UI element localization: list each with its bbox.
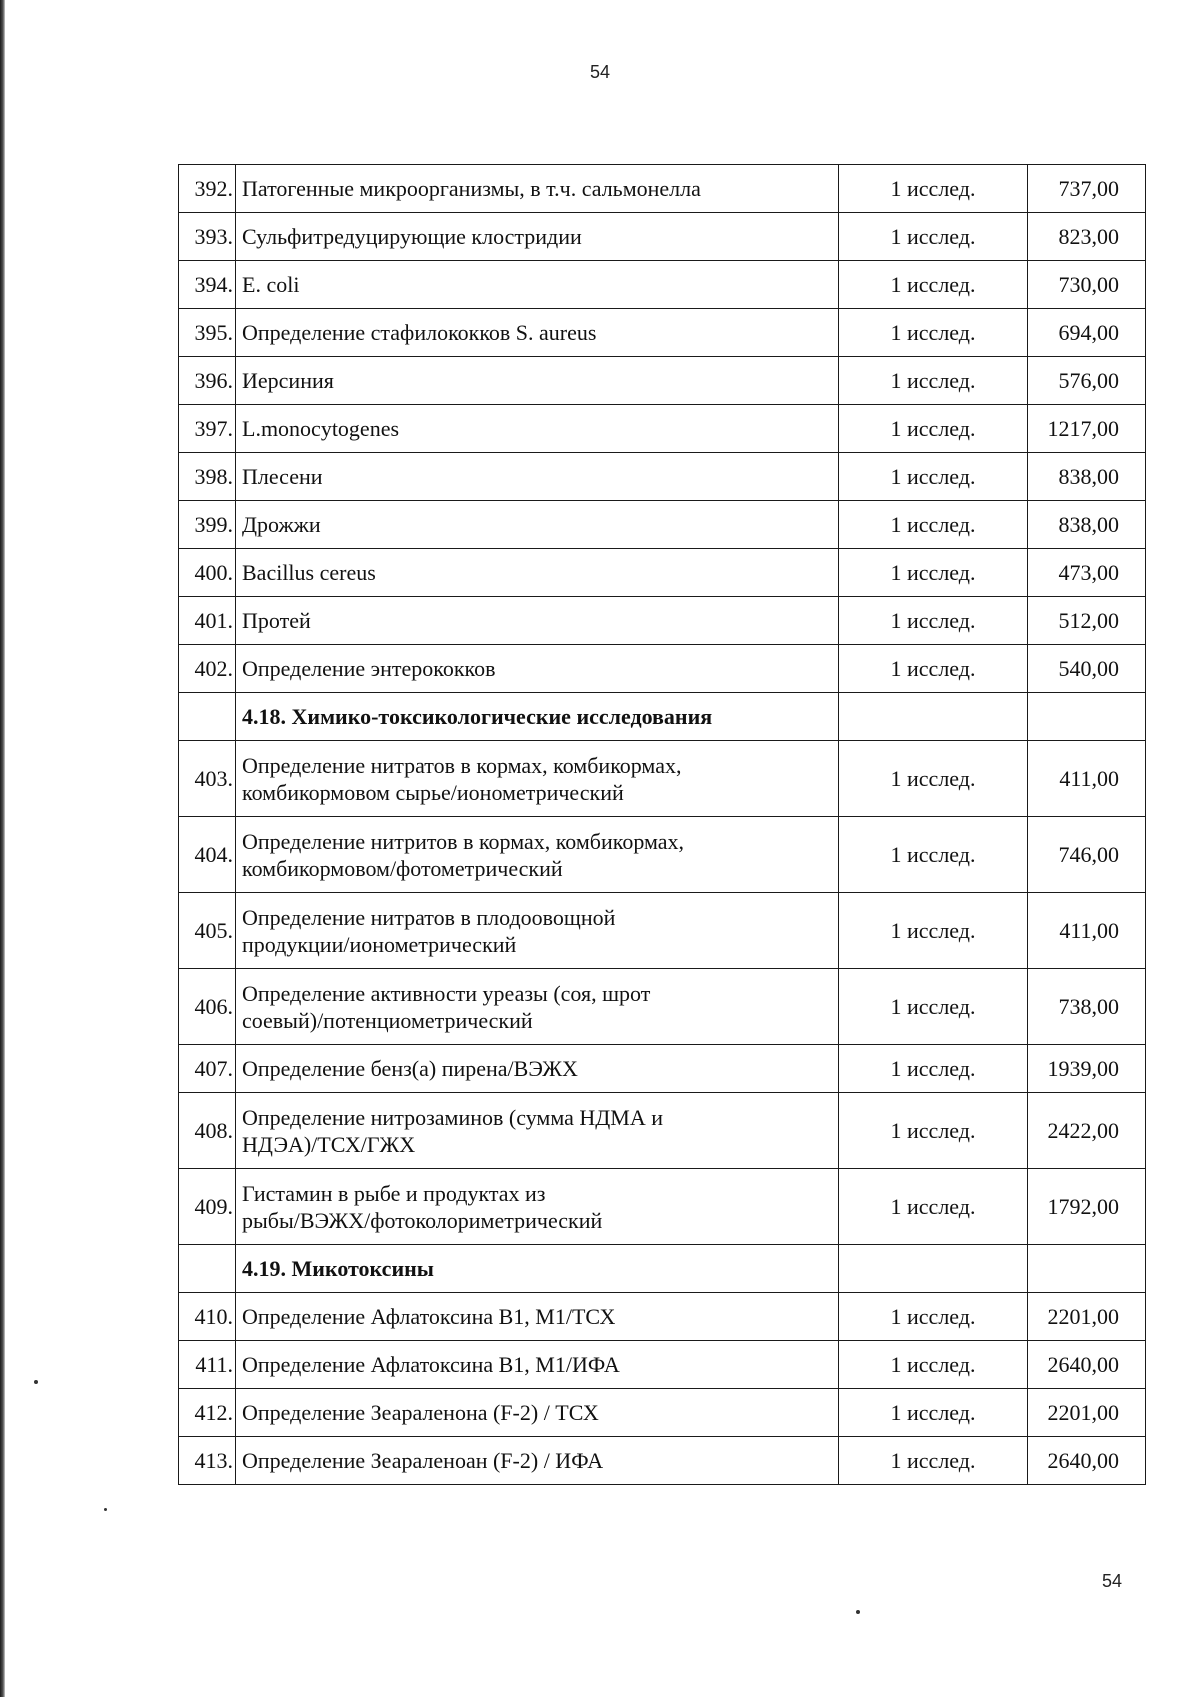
unit-cell: 1 исслед.	[839, 261, 1028, 309]
unit-cell: 1 исслед.	[839, 309, 1028, 357]
service-name-line: Протей	[242, 608, 311, 633]
table-row	[179, 1093, 1146, 1169]
service-name-line: Патогенные микроорганизмы, в т.ч. сальмонелла	[242, 176, 701, 201]
table-row	[179, 1045, 1146, 1093]
table-row	[179, 1169, 1146, 1245]
service-name	[236, 741, 839, 817]
service-name-line: 4.18. Химико-токсикологические исследования	[242, 704, 713, 729]
service-name-line: E. coli	[242, 272, 300, 297]
row-number: 395.	[179, 309, 236, 357]
unit-cell: 1 исслед.	[839, 597, 1028, 645]
row-number: 408.	[179, 1093, 236, 1169]
row-number	[179, 1245, 236, 1293]
table-row	[179, 549, 1146, 597]
table-row	[179, 453, 1146, 501]
service-name-line: L.monocytogenes	[242, 416, 400, 441]
price-cell: 838,00	[1028, 453, 1146, 501]
price-cell: 2201,00	[1028, 1293, 1146, 1341]
unit-cell: 1 исслед.	[839, 1169, 1028, 1245]
section-row	[179, 1245, 1146, 1293]
price-cell: 694,00	[1028, 309, 1146, 357]
row-number: 411.	[179, 1341, 236, 1389]
table-row	[179, 969, 1146, 1045]
service-name	[236, 405, 839, 453]
price-cell: 1792,00	[1028, 1169, 1146, 1245]
table-row	[179, 741, 1146, 817]
table-row	[179, 1389, 1146, 1437]
service-name	[236, 501, 839, 549]
unit-cell: 1 исслед.	[839, 549, 1028, 597]
service-name	[236, 1437, 839, 1485]
table-row	[179, 213, 1146, 261]
price-cell: 2201,00	[1028, 1389, 1146, 1437]
service-name	[236, 357, 839, 405]
row-number: 410.	[179, 1293, 236, 1341]
row-number: 393.	[179, 213, 236, 261]
row-number: 413.	[179, 1437, 236, 1485]
price-cell: 1939,00	[1028, 1045, 1146, 1093]
price-cell: 823,00	[1028, 213, 1146, 261]
row-number: 409.	[179, 1169, 236, 1245]
service-name	[236, 1169, 839, 1245]
row-number	[179, 693, 236, 741]
table-row	[179, 165, 1146, 213]
service-name-line: Определение нитратов в плодоовощной	[242, 904, 616, 930]
service-name-line: Определение энтерококков	[242, 656, 496, 681]
scan-speck	[856, 1610, 860, 1614]
page-number-bottom: 54	[1102, 1571, 1123, 1591]
scan-speck	[34, 1380, 38, 1384]
service-name-line: Определение нитратов в кормах, комбикормах,	[242, 752, 682, 778]
row-number: 398.	[179, 453, 236, 501]
unit-cell: 1 исслед.	[839, 1293, 1028, 1341]
service-name-line: продукции/ионометрический	[242, 931, 517, 957]
service-name	[236, 1389, 839, 1437]
unit-cell: 1 исслед.	[839, 165, 1028, 213]
service-name-line: комбикормовом сырье/ионометрический	[242, 779, 624, 805]
section-title	[236, 693, 839, 741]
price-cell: 2640,00	[1028, 1341, 1146, 1389]
scan-edge-shadow	[0, 0, 5, 1697]
row-number: 394.	[179, 261, 236, 309]
row-number: 412.	[179, 1389, 236, 1437]
price-cell: 737,00	[1028, 165, 1146, 213]
service-name	[236, 165, 839, 213]
price-cell	[1028, 1245, 1146, 1293]
service-name-line: Иерсиния	[242, 368, 334, 393]
unit-cell: 1 исслед.	[839, 817, 1028, 893]
service-name-line: Плесени	[242, 464, 323, 489]
row-number: 406.	[179, 969, 236, 1045]
row-number: 399.	[179, 501, 236, 549]
service-name-line: Определение стафилококков S. aureus	[242, 320, 597, 345]
service-name-line: Определение Афлатоксина В1, М1/ТСХ	[242, 1304, 616, 1329]
unit-cell: 1 исслед.	[839, 1341, 1028, 1389]
row-number: 392.	[179, 165, 236, 213]
service-name-line: Определение активности уреазы (соя, шрот	[242, 980, 651, 1006]
row-number: 396.	[179, 357, 236, 405]
price-cell: 512,00	[1028, 597, 1146, 645]
service-name	[236, 1045, 839, 1093]
unit-cell: 1 исслед.	[839, 1045, 1028, 1093]
service-name	[236, 309, 839, 357]
table-row	[179, 1341, 1146, 1389]
table-row	[179, 261, 1146, 309]
price-cell: 738,00	[1028, 969, 1146, 1045]
page-number-top: 54	[589, 62, 611, 82]
price-cell	[1028, 693, 1146, 741]
unit-cell: 1 исслед.	[839, 1093, 1028, 1169]
service-name-line: комбикормовом/фотометрический	[242, 855, 563, 881]
unit-cell: 1 исслед.	[839, 405, 1028, 453]
unit-cell: 1 исслед.	[839, 357, 1028, 405]
service-name-line: Определение бенз(а) пирена/ВЭЖХ	[242, 1056, 578, 1081]
service-name	[236, 261, 839, 309]
table-row	[179, 893, 1146, 969]
service-name	[236, 645, 839, 693]
row-number: 404.	[179, 817, 236, 893]
unit-cell: 1 исслед.	[839, 213, 1028, 261]
price-cell: 1217,00	[1028, 405, 1146, 453]
table-row	[179, 501, 1146, 549]
table-row	[179, 597, 1146, 645]
service-name	[236, 817, 839, 893]
scan-speck	[104, 1508, 107, 1511]
section-title	[236, 1245, 839, 1293]
service-name	[236, 1341, 839, 1389]
unit-cell: 1 исслед.	[839, 501, 1028, 549]
price-table-body	[179, 165, 1146, 1485]
price-table	[178, 164, 1146, 1485]
unit-cell	[839, 693, 1028, 741]
price-cell: 576,00	[1028, 357, 1146, 405]
service-name	[236, 969, 839, 1045]
table-row	[179, 817, 1146, 893]
table-row	[179, 405, 1146, 453]
service-name-line: Определение нитритов в кормах, комбикормах,	[242, 828, 685, 854]
service-name	[236, 453, 839, 501]
service-name-line: Определение Афлатоксина В1, М1/ИФА	[242, 1352, 620, 1377]
row-number: 397.	[179, 405, 236, 453]
service-name	[236, 213, 839, 261]
unit-cell: 1 исслед.	[839, 645, 1028, 693]
service-name-line: Определение нитрозаминов (сумма НДМА и	[242, 1104, 663, 1130]
unit-cell: 1 исслед.	[839, 969, 1028, 1045]
table-row	[179, 309, 1146, 357]
service-name-line: Определение Зеараленоан (F-2) / ИФА	[242, 1448, 604, 1473]
table-row	[179, 1437, 1146, 1485]
service-name-line: 4.19. Микотоксины	[242, 1256, 434, 1281]
service-name-line: НДЭА)/ТСХ/ГЖХ	[242, 1131, 416, 1157]
price-cell: 540,00	[1028, 645, 1146, 693]
price-cell: 473,00	[1028, 549, 1146, 597]
row-number: 407.	[179, 1045, 236, 1093]
unit-cell: 1 исслед.	[839, 741, 1028, 817]
table-row	[179, 645, 1146, 693]
unit-cell: 1 исслед.	[839, 1437, 1028, 1485]
price-cell: 2640,00	[1028, 1437, 1146, 1485]
service-name-line: Гистамин в рыбе и продуктах из	[242, 1180, 546, 1206]
price-cell: 838,00	[1028, 501, 1146, 549]
price-cell: 730,00	[1028, 261, 1146, 309]
service-name	[236, 1293, 839, 1341]
row-number: 403.	[179, 741, 236, 817]
service-name	[236, 893, 839, 969]
row-number: 402.	[179, 645, 236, 693]
unit-cell: 1 исслед.	[839, 453, 1028, 501]
price-cell: 411,00	[1028, 893, 1146, 969]
service-name	[236, 549, 839, 597]
service-name	[236, 597, 839, 645]
service-name	[236, 1093, 839, 1169]
row-number: 400.	[179, 549, 236, 597]
service-name-line: Определение Зеараленона (F-2) / ТСХ	[242, 1400, 599, 1425]
row-number: 405.	[179, 893, 236, 969]
price-cell: 746,00	[1028, 817, 1146, 893]
unit-cell: 1 исслед.	[839, 893, 1028, 969]
row-number: 401.	[179, 597, 236, 645]
unit-cell: 1 исслед.	[839, 1389, 1028, 1437]
service-name-line: рыбы/ВЭЖХ/фотоколориметрический	[242, 1207, 603, 1233]
price-cell: 2422,00	[1028, 1093, 1146, 1169]
service-name-line: Bacillus cereus	[242, 560, 376, 585]
price-cell: 411,00	[1028, 741, 1146, 817]
service-name-line: Дрожжи	[242, 512, 321, 537]
service-name-line: соевый)/потенциометрический	[242, 1007, 533, 1033]
service-name-line: Сульфитредуцирующие клостридии	[242, 224, 582, 249]
section-row	[179, 693, 1146, 741]
table-row	[179, 1293, 1146, 1341]
unit-cell	[839, 1245, 1028, 1293]
table-row	[179, 357, 1146, 405]
